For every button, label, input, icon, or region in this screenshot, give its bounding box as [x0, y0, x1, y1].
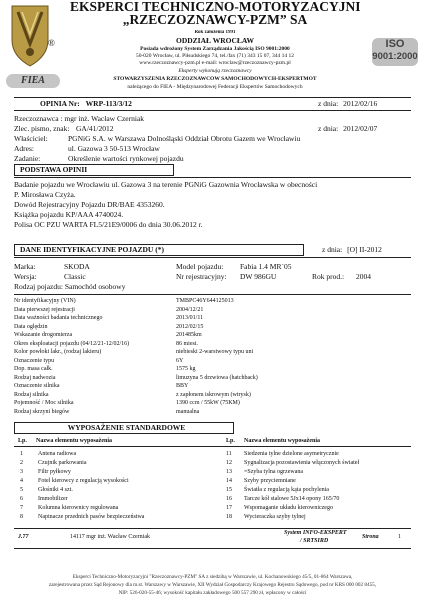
- spec-row: [14, 341, 411, 350]
- equipment-col-name-right: Nazwa elementu wyposażenia: [244, 438, 320, 444]
- equipment-item-number: 5: [20, 487, 23, 493]
- spec-label: Data oględzin: [14, 323, 48, 330]
- assoc-text: STOWARZYSZENIA RZECZOZNAWCÓW SAMOCHODOWYCH-EKSPERTMOT: [113, 76, 317, 82]
- spec-value: 86 miesi.: [176, 340, 198, 347]
- iso-badge-bottom: 9001:2000: [372, 51, 418, 62]
- spec-row: [14, 366, 411, 375]
- spec-label: Oznaczenie silnika: [14, 383, 60, 389]
- spec-label: Wskazanie drogomierza: [14, 332, 73, 338]
- equipment-section-title: WYPOSAŻENIE STANDARDOWE: [14, 422, 234, 434]
- spec-label: Pojemność / Moc silnika: [14, 400, 74, 406]
- basis-line-4: Książka pojazdu KP/AAA 4740024.: [14, 210, 124, 219]
- opinion-date-label: z dnia:: [318, 99, 339, 108]
- spec-row: [14, 332, 411, 341]
- footer-system-2: / SRTSIRD: [300, 538, 329, 544]
- spec-label: Data pierwszej rejestracji: [14, 306, 75, 313]
- web-text: www.rzeczoznawcy-pzm.pl e-mail: wroclaw@rzeczoznawcy-pzm.pl: [139, 60, 291, 66]
- spec-row: [14, 324, 411, 333]
- task-label: Zadanie:: [14, 154, 41, 163]
- founded-text: Rok założenia 1991: [194, 30, 236, 35]
- ident-date: [322, 245, 382, 254]
- spec-label: Oznaczenie typu: [14, 357, 55, 364]
- spec-value: 2004/12/21: [176, 306, 204, 313]
- basis-line-1: Badanie pojazdu we Wrocławiu ul. Gazowa 3 na terenie PGNiG Gazownia Wrocławska w obecności: [14, 180, 318, 189]
- legal-line-2: zarejestrowana przez Sąd Rejonowy dla m.st. Warszawy w Warszawie, XII Wydział Gospodarczy Krajowego Rejestru Sądowego, pod nr KRS 000 002 8455,: [48, 582, 377, 588]
- spec-row: [14, 383, 411, 392]
- spec-value: niebieski 2-warstwowy typu uni: [176, 349, 254, 355]
- opinion-label: OPINIA Nr:: [40, 99, 80, 108]
- reg-value: DW 986GU: [240, 272, 277, 281]
- footer-code: J.77: [18, 534, 29, 540]
- spec-row: [14, 400, 411, 409]
- task-value: Określenie wartości rynkowej pojazdu: [68, 154, 184, 163]
- equipment-item-number: 16: [226, 496, 232, 502]
- equipment-item-number: 3: [20, 469, 23, 475]
- spec-value: manualna: [176, 408, 200, 415]
- opinion-date: [318, 99, 377, 108]
- equipment-item-number: 13: [226, 469, 232, 475]
- spec-value: 6Y: [176, 357, 184, 364]
- spec-label: Okres eksploatacji pojazdu (04/12/21-12/02/16): [14, 340, 130, 347]
- spec-row: [14, 375, 411, 384]
- spec-value: 201485km: [176, 332, 202, 338]
- spec-row: [14, 358, 411, 367]
- spec-row: [14, 315, 411, 324]
- crest-logo-icon: [8, 4, 52, 70]
- fiea-logo: FIEA: [6, 74, 60, 88]
- equipment-item-number: 6: [20, 496, 23, 502]
- order-label: Zlec. pismo, znak:: [14, 124, 70, 133]
- spec-value: 2012/02/15: [176, 323, 204, 330]
- spec-label: Rodzaj nadwozia: [14, 374, 56, 381]
- order-date-value: 2012/02/07: [343, 124, 378, 133]
- basis-section-title: PODSTAWA OPINII: [14, 164, 174, 176]
- footer-ref: 14117 mgr inż. Wacław Czerniak: [70, 534, 150, 540]
- spec-row: [14, 409, 411, 418]
- registered-mark: ®: [48, 38, 55, 48]
- equipment-item-number: 18: [226, 514, 232, 520]
- version-value: Classic: [64, 272, 86, 281]
- opinion-date-value: 2012/02/16: [343, 99, 378, 108]
- equipment-col-lp: Lp.: [18, 438, 27, 444]
- address-label: Adres:: [14, 144, 34, 153]
- equipment-item: =Szyba tylna ogrzewana: [244, 469, 304, 475]
- equipment-item: Immobilizer: [38, 496, 68, 502]
- fiea-text: należącego do FIEA - Międzynarodowej Federacji Ekspertów Samochodowych: [127, 84, 303, 90]
- equipment-item: Kolumna kierownicy regulowana: [38, 505, 119, 511]
- ident-section-title: DANE IDENTYFIKACYJNE POJAZDU (*): [14, 244, 304, 256]
- equipment-item: Wycieraczka szyby tylnej: [244, 514, 306, 520]
- equipment-item: Światła z regulacją kąta pochylenia: [244, 487, 329, 493]
- expert-line: Rzeczoznawca : mgr inż. Wacław Czerniak: [14, 114, 145, 123]
- equipment-item-number: 4: [20, 478, 23, 484]
- legal-line-3: NIP: 526-020-55-46; wysokość kapitału zakładowego 500 557 290 zł, wpłacony w całości: [118, 590, 307, 596]
- spec-value: z zapłonem iskrowym (wtrysk): [176, 391, 251, 398]
- equipment-item: Siedzenia tylne dzielone asymetrycznie: [244, 451, 339, 457]
- company-name-line2: „RZECZOZNAWCY-PZM” SA: [122, 13, 308, 26]
- reg-label: Nr rejestracyjny:: [176, 272, 227, 281]
- legal-line-1: Eksperci Techniczno-Motoryzacyjni "Rzeczoznawcy-PZM" SA z siedzibą w Warszawie, ul. Kochanowskiego 45/5, 01-864 Warszawa,: [72, 574, 353, 580]
- order-date: [318, 124, 377, 133]
- equipment-col-name: Nazwa elementu wyposażenia: [36, 438, 112, 444]
- spec-row: [14, 307, 411, 316]
- address-value: ul. Gazowa 3 50-513 Wrocław: [68, 144, 160, 153]
- equipment-item: Antena radiowa: [38, 451, 77, 457]
- equipment-item-number: 2: [20, 460, 23, 466]
- opinion-number: [40, 99, 132, 108]
- make-value: SKODA: [64, 262, 90, 271]
- equipment-item: Głośniki 4 szt.: [38, 487, 73, 493]
- equipment-item: Sygnalizacja pozostawienia włączonych świateł: [244, 460, 360, 466]
- vehicle-kind: Rodzaj pojazdu: Samochód osobowy: [14, 282, 126, 291]
- spec-row: [14, 349, 411, 358]
- address-text: 50-020 Wrocław, ul. Piłsudskiego 74, tel./fax (71) 343 15 07, 344 14 12: [135, 53, 295, 59]
- spec-label: Rodzaj skrzyni biegów: [14, 408, 70, 415]
- iso-badge-top: ISO: [385, 38, 405, 50]
- spec-value: BBY: [176, 383, 189, 389]
- equipment-item: Filtr pyłkowy: [38, 469, 71, 475]
- iso-badge: [372, 38, 418, 66]
- spec-value: 2013/01/11: [176, 315, 204, 321]
- spec-row: [14, 392, 411, 401]
- equipment-item: Szyby przyciemniane: [244, 478, 296, 484]
- cert-text: Eksperty wykonują rzeczoznawcy: [178, 68, 252, 74]
- order-date-label: z dnia:: [318, 124, 339, 133]
- spec-label: Kolor powłoki lakr., (rodzaj lakieru): [14, 349, 102, 355]
- equipment-item-number: 17: [226, 505, 232, 511]
- spec-value: 1390 ccm / 55kW (75KM): [176, 400, 240, 406]
- ident-date-label: z dnia:: [322, 245, 343, 254]
- equipment-col-lp-right: Lp.: [226, 438, 235, 444]
- equipment-item: Fotel kierowcy z regulacją wysokości: [38, 478, 129, 484]
- ident-date-value: [O] II-2012: [347, 245, 382, 254]
- order-value: GA/41/2012: [76, 124, 114, 133]
- spec-label: Nr identyfikacyjny (VIN): [14, 298, 76, 304]
- spec-value: limuzyna 5 drzwiowa (hatchback): [176, 374, 258, 381]
- equipment-item-number: 12: [226, 460, 232, 466]
- equipment-item-number: 11: [226, 451, 232, 457]
- basis-line-5: Polisa OC PZU WARTA FL5/21E9/0006 do dnia 30.06.2012 r.: [14, 220, 203, 229]
- equipment-item-number: 8: [20, 514, 23, 520]
- footer-system: System INFO-EKSPERT: [284, 530, 347, 536]
- version-label: Wersja:: [14, 272, 37, 281]
- year-label: Rok prod.:: [312, 272, 345, 281]
- equipment-item-number: 1: [20, 451, 23, 457]
- equipment-item: Wspomaganie układu kierowniczego: [244, 505, 333, 511]
- make-label: Marka:: [14, 262, 36, 271]
- spec-row: [14, 298, 411, 307]
- opinion-value: WRP-113/3/12: [85, 99, 132, 108]
- owner-value: PGNiG S.A. w Warszawa Dolnośląski Oddział Obrotu Gazem we Wrocławiu: [68, 134, 301, 143]
- spec-label: Data ważności badania technicznego: [14, 315, 103, 321]
- basis-line-3: Dowód Rejestracyjny Pojazdu DR/BAE 4353260.: [14, 200, 165, 209]
- footer-page-number: 1: [398, 534, 401, 540]
- owner-label: Właściciel:: [14, 134, 48, 143]
- branch-name: ODDZIAŁ WROCŁAW: [176, 37, 254, 45]
- equipment-item: Napinacze przednich pasów bezpieczeństwa: [38, 514, 145, 520]
- year-value: 2004: [356, 272, 371, 281]
- model-value: Fabia 1.4 MR`05: [240, 262, 292, 271]
- equipment-item: Czujnik parkowania: [38, 460, 87, 466]
- equipment-item-number: 14: [226, 478, 232, 484]
- equipment-item-number: 7: [20, 505, 23, 511]
- spec-value: TMBPC46Y644125013: [176, 298, 234, 304]
- basis-line-2: P. Mirosława Czyża.: [14, 190, 76, 199]
- spec-value: 1575 kg: [176, 366, 196, 372]
- equipment-item: Tarcze kół stalowe 5Jx14 opony 165/70: [244, 496, 340, 502]
- footer-page-label: Strona: [362, 534, 379, 540]
- spec-label: Rodzaj silnika: [14, 391, 49, 398]
- model-label: Model pojazdu:: [176, 262, 224, 271]
- spec-label: Dop. masa całk.: [14, 366, 53, 372]
- quality-text: Posiada wdrożony System Zarządzania Jakością ISO 9001:2000: [140, 46, 290, 52]
- equipment-item-number: 15: [226, 487, 232, 493]
- company-name-line1: EKSPERCI TECHNICZNO-MOTORYZACYJNI: [70, 0, 360, 13]
